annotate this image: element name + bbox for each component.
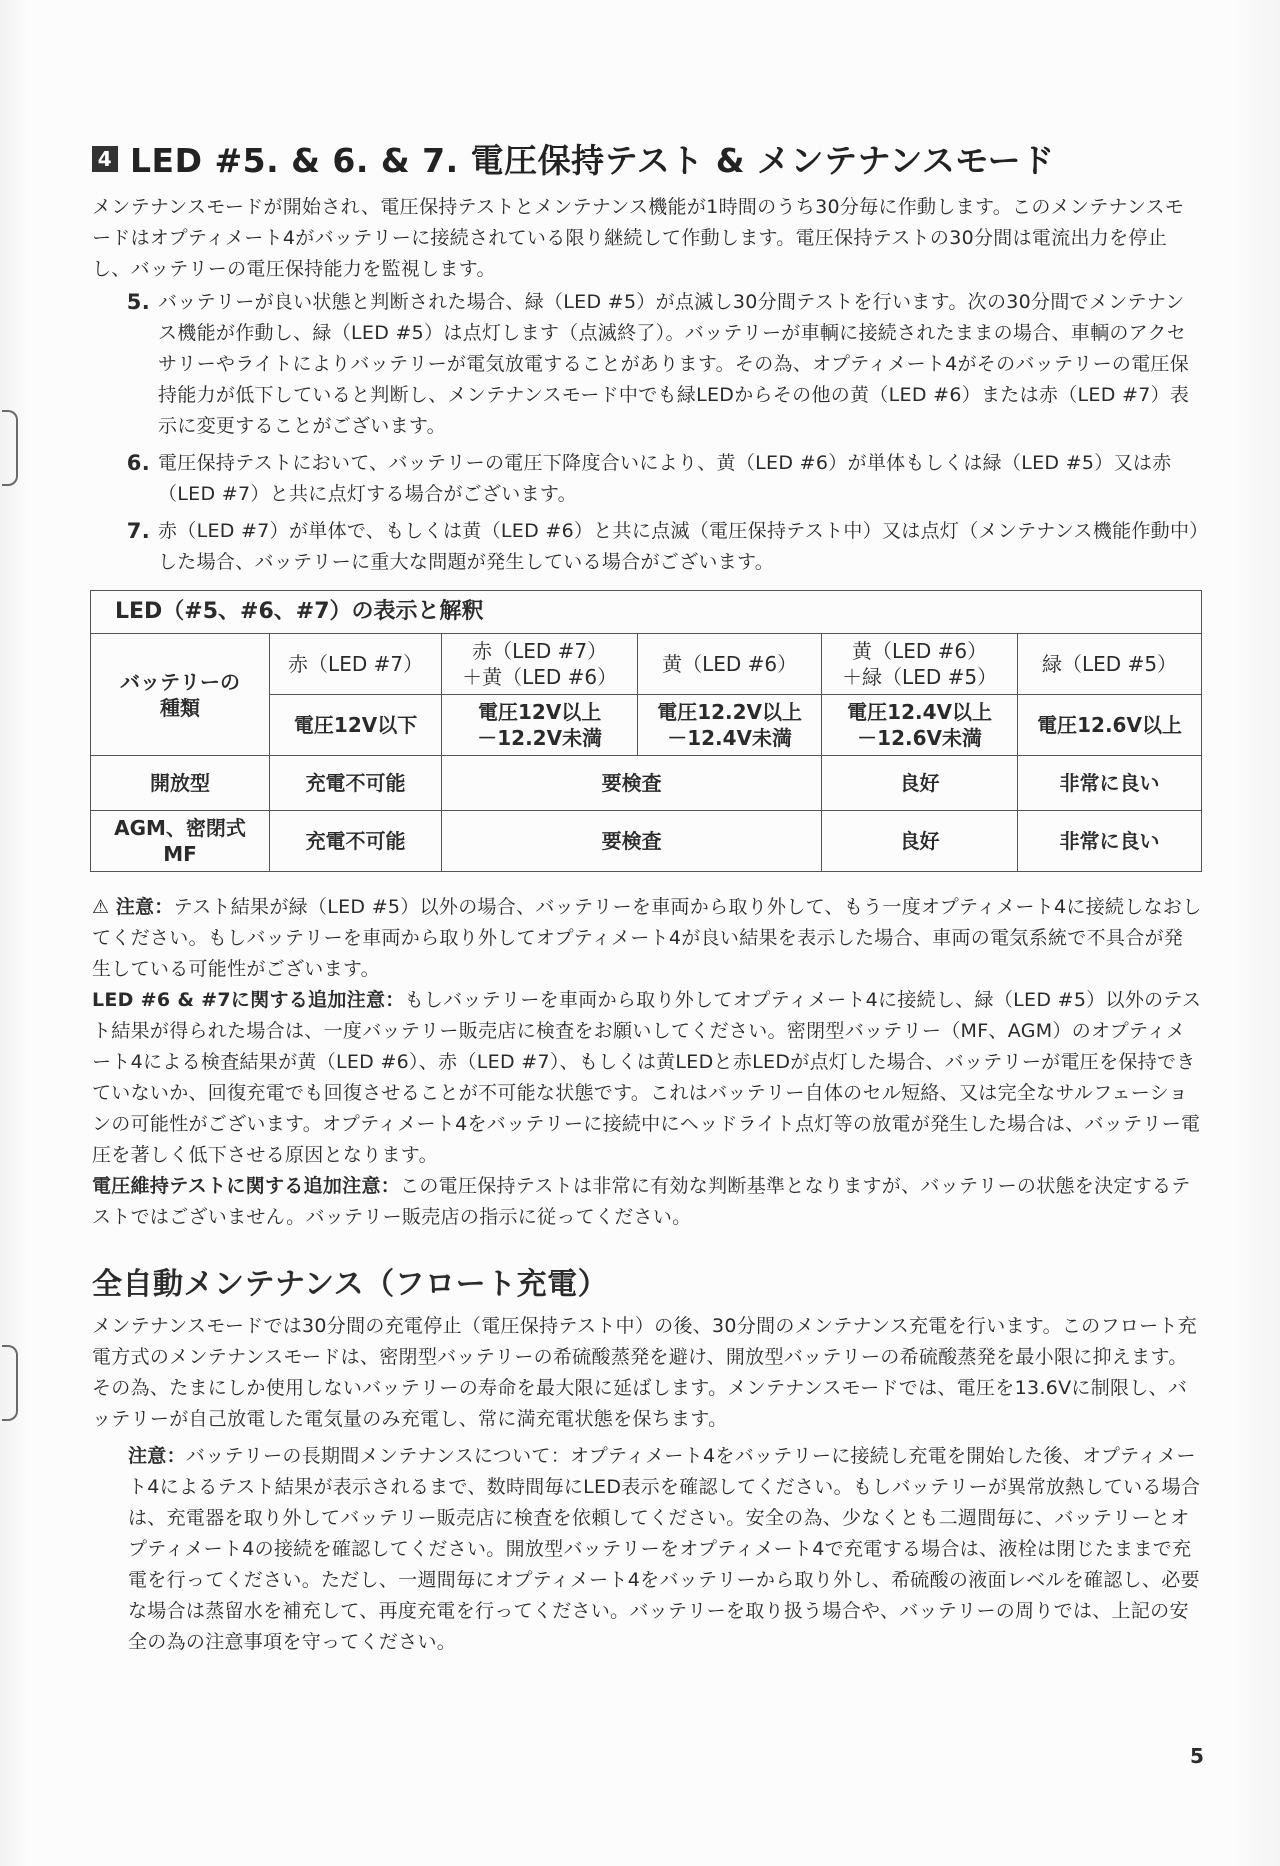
- table-caption: LED（#5、#6、#7）の表示と解釈: [91, 591, 1202, 634]
- list-item: [92, 287, 1202, 442]
- result-cell: 要検査: [442, 811, 822, 872]
- led67-note: [92, 985, 1202, 1171]
- page-number: 5: [1190, 1744, 1204, 1768]
- staple-mark: [2, 410, 18, 486]
- battery-type-cell: AGM、密閉式 MF: [91, 811, 270, 872]
- led-header-red: 赤（LED #7）: [270, 634, 442, 695]
- led-header-green: 緑（LED #5）: [1018, 634, 1202, 695]
- float-note-label: 注意：: [128, 1445, 186, 1467]
- list-item-text: バッテリーが良い状態と判断された場合、緑（LED #5）が点滅し30分間テストを行います。次の30分間でメンテナンス機能が作動し、緑（LED #5）は点灯します（点滅終了）。バッテリーが車輌に接続されたままの場合、車輌のアクセサリーやライトによりバッテリーが電気放電することがあります。その為、オプティメート4がそのバッテリーの電圧保持能力が低下していると判断し、メンテナンスモード中でも緑LEDからその他の黄（LED #6）または赤（LED #7）表示に変更することがございます。: [158, 291, 1190, 437]
- list-item: [92, 448, 1202, 510]
- voltage-hold-text: この電圧保持テストは非常に有効な判断基準となりますが、バッテリーの状態を決定するテストではございません。バッテリー販売店の指示に従ってください。: [92, 1175, 1191, 1228]
- section-number-badge: 4: [92, 146, 118, 172]
- section-4-heading: [92, 135, 1202, 182]
- voltage-header: 電圧12.4V以上 －12.6V未満: [822, 695, 1018, 756]
- voltage-header: 電圧12V以上 －12.2V未満: [442, 695, 638, 756]
- list-item-number: 6.: [126, 451, 150, 475]
- result-cell: 充電不可能: [270, 811, 442, 872]
- battery-type-header: バッテリーの 種類: [91, 634, 270, 756]
- result-cell: 非常に良い: [1018, 756, 1202, 811]
- result-cell: 良好: [822, 756, 1018, 811]
- led-interpretation-table: [90, 590, 1202, 872]
- led67-text: もしバッテリーを車両から取り外してオプティメート4に接続し、緑（LED #5）以外のテスト結果が得られた場合は、一度バッテリー販売店に検査をお願いしてください。密閉型バッテリー（MF、AGM）のオプティメート4による検査結果が黄（LED #6）、赤（LED #7）、もしくは黄LEDと赤LEDが点灯した場合、バッテリーが電圧を保持できていないか、回復充電でも回復させることが不可能な状態です。これはバッテリー自体のセル短絡、又は完全なサルフェーションの可能性がございます。オプティメート4をバッテリーに接続中にヘッドライト点灯等の放電が発生した場合は、バッテリー電圧を著しく低下させる原因となります。: [92, 989, 1202, 1166]
- led-item-list: [92, 287, 1202, 578]
- table-row: [91, 756, 1202, 811]
- float-section-note: [92, 1441, 1202, 1658]
- voltage-hold-note: [92, 1171, 1202, 1233]
- voltage-header: 電圧12.6V以上: [1018, 695, 1202, 756]
- caution-text: テスト結果が緑（LED #5）以外の場合、バッテリーを車両から取り外して、もう一度オプティメート4に接続しなおしてください。もしバッテリーを車両から取り外してオプティメート4が良い結果を表示した場合、車両の電気系統で不具合が発生している可能性がございます。: [92, 896, 1202, 980]
- result-cell: 要検査: [442, 756, 822, 811]
- led-header-yellow: 黄（LED #6）: [638, 634, 822, 695]
- float-section-text: メンテナンスモードでは30分間の充電停止（電圧保持テスト中）の後、30分間のメンテナンス充電を行います。このフロート充電方式のメンテナンスモードは、密閉型バッテリーの希硫酸蒸発を避け、開放型バッテリーの希硫酸蒸発を最小限に抑えます。その為、たまにしか使用しないバッテリーの寿命を最大限に延ばします。メンテナンスモードでは、電圧を13.6Vに制限し、バッテリーが自己放電した電気量のみ充電し、常に満充電状態を保ちます。: [92, 1315, 1197, 1430]
- caution-label: 注意：: [115, 896, 174, 918]
- led-header-red-yellow: 赤（LED #7） ＋黄（LED #6）: [442, 634, 638, 695]
- section-4-title: LED #5. & 6. & 7. 電圧保持テスト & メンテナンスモード: [130, 141, 1055, 180]
- staple-mark: [2, 1345, 18, 1421]
- warning-triangle-icon: ⚠: [92, 896, 110, 918]
- list-item: [92, 516, 1202, 578]
- result-cell: 充電不可能: [270, 756, 442, 811]
- float-section-heading: 全自動メンテナンス（フロート充電）: [92, 1267, 609, 1302]
- voltage-hold-label: 電圧維持テストに関する追加注意：: [92, 1175, 401, 1197]
- list-item-text: 赤（LED #7）が単体で、もしくは黄（LED #6）と共に点滅（電圧保持テスト中）又は点灯（メンテナンス機能作動中）した場合、バッテリーに重大な問題が発生している場合がございます。: [158, 520, 1200, 573]
- result-cell: 非常に良い: [1018, 811, 1202, 872]
- list-item-number: 5.: [126, 290, 150, 314]
- led-header-yellow-green: 黄（LED #6） ＋緑（LED #5）: [822, 634, 1018, 695]
- list-item-text: 電圧保持テストにおいて、バッテリーの電圧下降度合いにより、黄（LED #6）が単体もしくは緑（LED #5）又は赤（LED #7）と共に点灯する場合がございます。: [158, 452, 1172, 505]
- page-content: [92, 135, 1202, 1658]
- caution-note: [92, 892, 1202, 985]
- battery-type-cell: 開放型: [91, 756, 270, 811]
- float-note-text: バッテリーの長期間メンテナンスについて：オプティメート4をバッテリーに接続し充電を開始した後、オプティメート4によるテスト結果が表示されるまで、数時間毎にLED表示を確認してください。もしバッテリーが異常放熱している場合は、充電器を取り外してバッテリー販売店に検査を依頼してください。安全の為、少なくとも二週間毎に、バッテリーとオプティメート4の接続を確認してください。開放型バッテリーをオプティメート4で充電する場合は、液栓は閉じたままで充電を行ってください。ただし、一週間毎にオプティメート4をバッテリーから取り外し、希硫酸の液面レベルを確認し、必要な場合は蒸留水を補充して、再度充電を行ってください。バッテリーを取り扱う場合や、バッテリーの周りでは、上記の安全の為の注意事項を守ってください。: [128, 1445, 1201, 1653]
- section-4-intro: メンテナンスモードが開始され、電圧保持テストとメンテナンス機能が1時間のうち30分毎に作動します。このメンテナンスモードはオプティメート4がバッテリーに接続されている限り継続して作動します。電圧保持テストの30分間は電流出力を停止し、バッテリーの電圧保持能力を監視します。: [92, 196, 1185, 280]
- list-item-number: 7.: [126, 519, 150, 543]
- result-cell: 良好: [822, 811, 1018, 872]
- voltage-header: 電圧12.2V以上 －12.4V未満: [638, 695, 822, 756]
- voltage-header: 電圧12V以下: [270, 695, 442, 756]
- led67-label: LED #6 & #7に関する追加注意：: [92, 989, 405, 1011]
- table-row: [91, 811, 1202, 872]
